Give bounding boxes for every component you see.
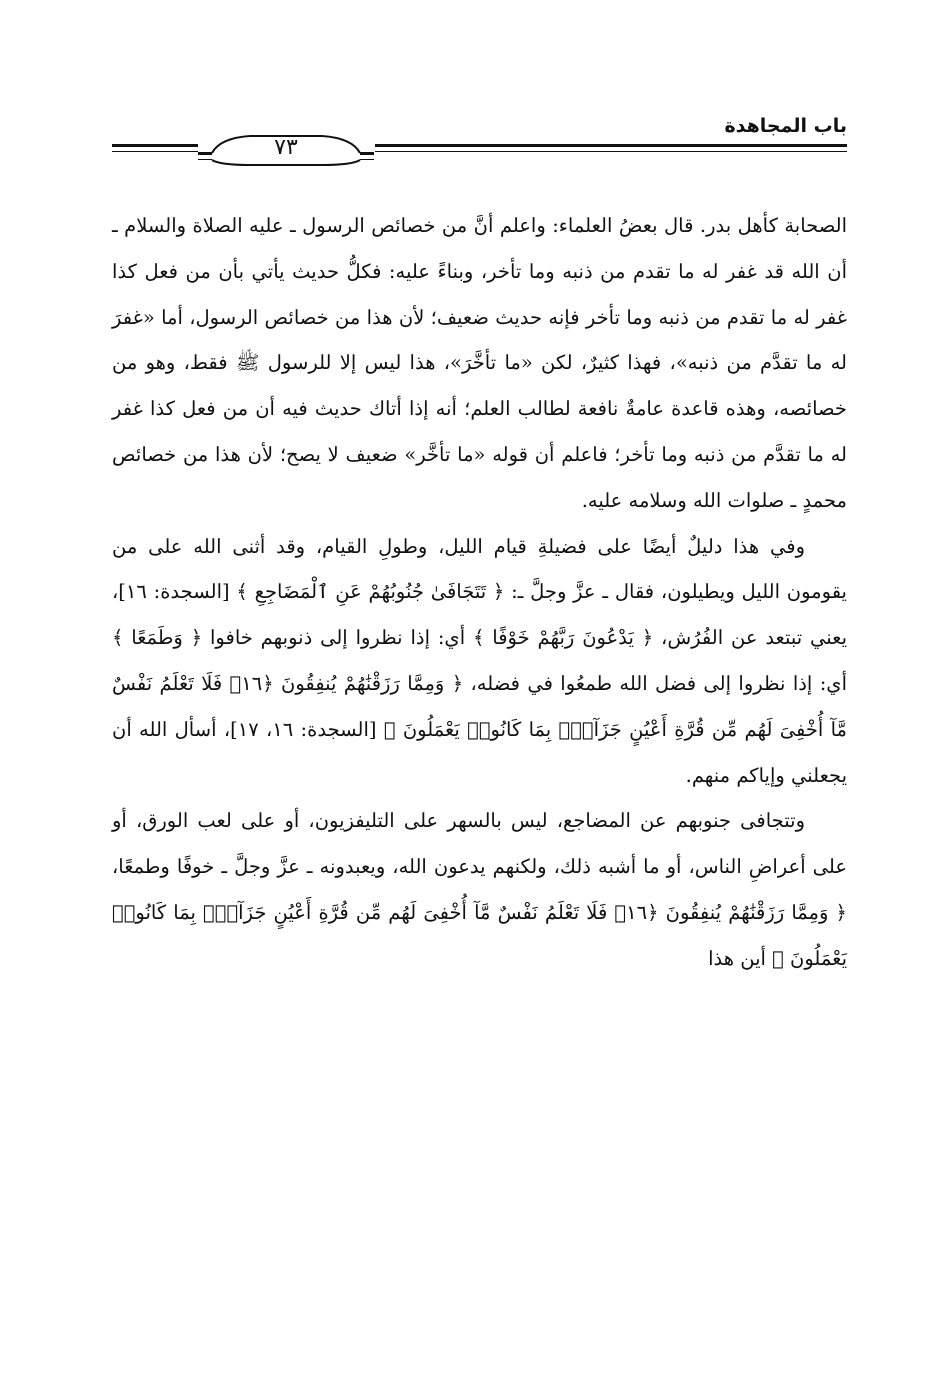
paragraph-3: وتتجافى جنوبهم عن المضاجع، ليس بالسهر على التليفزيون، أو على لعب الورق، أو على أعراضِ الناس، أو ما أشبه ذلك، ولكنهم يدعون الله، ويعبدونه ـ عزَّ وجلَّ ـ خوفًا وطمعًا، ﴿ وَمِمَّا رَزَقْنَٰهُمْ يُنفِقُونَ ﴿١٦﴾ فَلَا تَعْلَمُ نَفْسٌ مَّآ أُخْفِىَ لَهُم مِّن قُرَّةِ أَعْيُنٍ جَزَآءًۢ بِمَا كَانُوا۟ يَعْمَلُونَ ﴾ أين هذا [112, 809, 847, 970]
page-header [112, 112, 847, 172]
header-rule-thick-left [112, 144, 198, 147]
header-rule-thick-right [375, 144, 847, 147]
header-rule-thin-right [375, 151, 847, 152]
page-number-frame [198, 132, 374, 166]
chapter-title: باب المجاهدة [724, 115, 847, 137]
page-body [112, 203, 847, 982]
paragraph-1: الصحابة كأهل بدر. قال بعضُ العلماء: واعلم أنَّ من خصائص الرسول ـ عليه الصلاة والسلام ـ أن الله قد غفر له ما تقدم من ذنبه وما تأخر، وبناءً عليه: فكلُّ حديث يأتي بأن من فعل كذا غفر له ما تقدم من ذنبه وما تأخر فإنه حديث ضعيف؛ لأن هذا من خصائص الرسول، أما «غفرَ له ما تقدَّم من ذنبه»، فهذا كثيرٌ، لكن «ما تأخَّرَ»، هذا ليس إلا للرسول ﷺ فقط، وهو من خصائصه، وهذه قاعدة عامةٌ نافعة لطالب العلم؛ أنه إذا أتاك حديث فيه أن من فعل كذا غفر له ما تقدَّم من ذنبه وما تأخر؛ فاعلم أن قوله «ما تأخَّر» ضعيف لا يصح؛ لأن هذا من خصائص محمدٍ ـ صلوات الله وسلامه عليه. [112, 214, 847, 512]
paragraph-2: وفي هذا دليلٌ أيضًا على فضيلةِ قيام الليل، وطولِ القيام، وقد أثنى الله على من يقومون الليل ويطيلون، فقال ـ عزَّ وجلَّ ـ: ﴿ تَتَجَافَىٰ جُنُوبُهُمْ عَنِ ٱلْمَضَاجِعِ ﴾ [السجدة: ١٦]، يعني تبتعد عن الفُرُش، ﴿ يَدْعُونَ رَبَّهُمْ خَوْفًا ﴾ أي: إذا نظروا إلى ذنوبهم خافوا ﴿ وَطَمَعًا ﴾ أي: إذا نظروا إلى فضل الله طمعُوا في فضله، ﴿ وَمِمَّا رَزَقْنَٰهُمْ يُنفِقُونَ ﴿١٦﴾ فَلَا تَعْلَمُ نَفْسٌ مَّآ أُخْفِىَ لَهُم مِّن قُرَّةِ أَعْيُنٍ جَزَآءًۢ بِمَا كَانُوا۟ يَعْمَلُونَ ﴾ [السجدة: ١٦، ١٧]، أسأل الله أن يجعلني وإياكم منهم. [112, 534, 847, 787]
header-rule-thin-left [112, 151, 198, 152]
page-number: ٧٣ [274, 135, 298, 160]
